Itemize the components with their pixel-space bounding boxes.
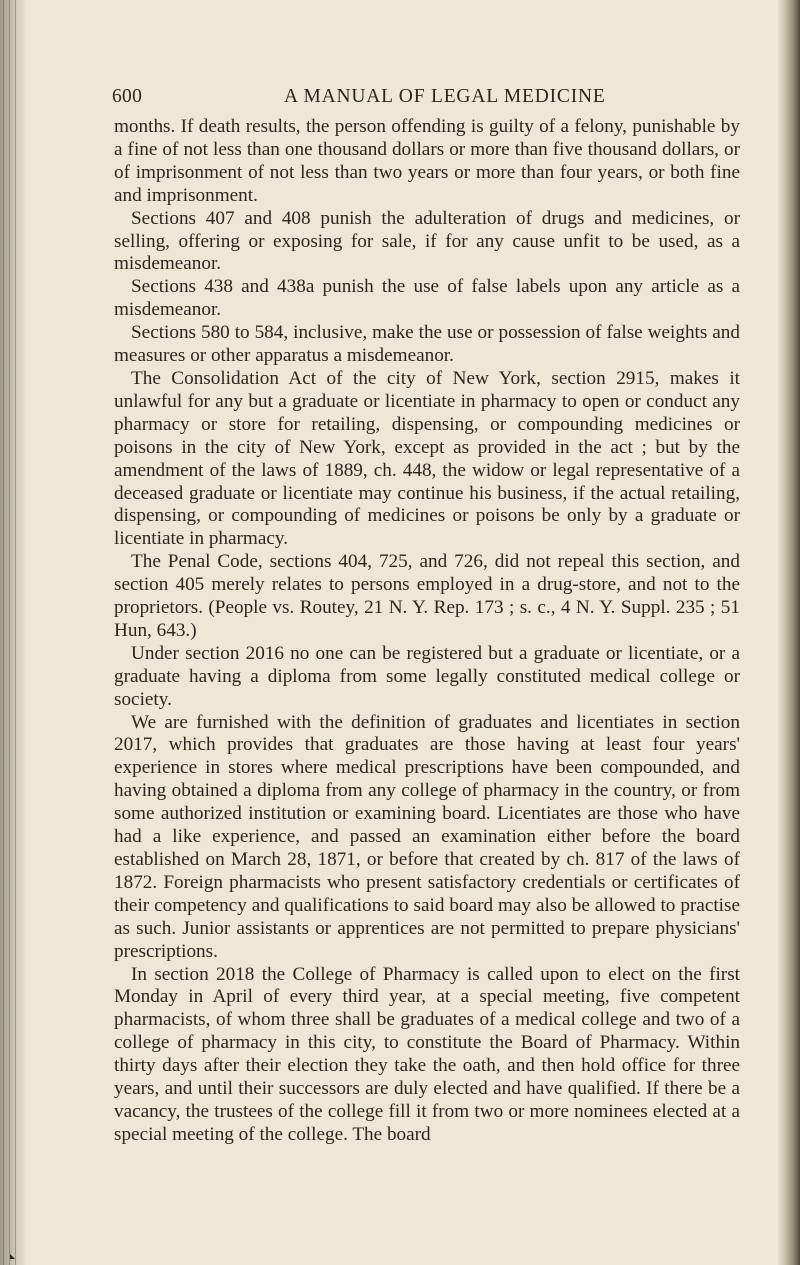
paragraph: Under section 2016 no one can be registered but a graduate or licentiate, or a graduate having a diploma from some legally constituted medical college or society. — [114, 642, 740, 710]
paragraph: In section 2018 the College of Pharmacy is called upon to elect on the first Monday in April of every third year, at a special meeting, five competent pharmacists, of whom three shall be graduates of a medical college and two of a college of pharmacy in this city, to constitute the Board of Pharmacy. Within thirty days after their election they take the oath, and then hold office for three years, and until their successors are duly elected and have qualified. If there be a vacancy, the trustees of the college fill it from two or more nominees elected at a special meeting of the college. The board — [114, 963, 740, 1145]
running-title: A MANUAL OF LEGAL MEDICINE — [284, 86, 606, 107]
paragraph: Sections 407 and 408 punish the adulteration of drugs and medicines, or selling, offering or exposing for sale, if for any cause unfit to be used, as a misdemeanor. — [114, 207, 740, 275]
binding-line — [3, 0, 4, 1265]
paragraph: The Penal Code, sections 404, 725, and 726, did not repeal this section, and section 405 merely relates to persons employed in a drug-store, and not to the proprietors. (People vs. Routey, 21 N. Y. Rep. 173 ; s. c., 4 N. Y. Suppl. 235 ; 51 Hun, 643.) — [114, 551, 740, 641]
paragraph: Sections 580 to 584, inclusive, make the use or possession of false weights and measures or other apparatus a misdemeanor. — [114, 322, 740, 367]
binding-line — [15, 0, 16, 1265]
page-left-edge-shadow — [0, 0, 26, 1265]
paragraph: months. If death results, the person offending is guilty of a felony, punishable by a fine of not less than one thousand dollars or more than five thousand dollars, or of imprisonment of not less than two years or more than four years, or both fine and imprisonment. — [114, 116, 740, 206]
paragraph: The Consolidation Act of the city of New York, section 2915, makes it unlawful for any but a graduate or licentiate in pharmacy to open or conduct any pharmacy or store for retailing, dispensing, or compounding medicines or poisons in the city of New York, except as provided in the act ; but by the amendment of the laws of 1889, ch. 448, the widow or legal representative of a deceased graduate or licentiate may continue his business, if the actual retailing, dispensing, or compounding of medicines or poisons be only by a graduate or licentiate in pharmacy. — [114, 367, 740, 550]
page-right-edge-shadow — [778, 0, 800, 1265]
paragraph: We are furnished with the definition of graduates and licentiates in section 2017, which provides that graduates are those having at least four years' experience in stores where medical prescriptions have been compounded, and having obtained a diploma from any college of pharmacy in the country, or from some authorized institution or examining board. Licentiates are those who have had a like experience, and passed an examination either before the board established on March 28, 1871, or before that created by ch. 817 of the laws of 1872. Foreign pharmacists who present satisfactory credentials or certificates of their competency and qualifications to said board may also be allowed to practise as such. Junior assistants or apprentices are not permitted to prepare physicians' prescriptions. — [114, 711, 740, 962]
running-head — [112, 86, 752, 110]
paragraph: Sections 438 and 438a punish the use of false labels upon any article as a misdemeanor. — [114, 276, 740, 321]
page-number: 600 — [112, 86, 143, 107]
body-text — [114, 116, 740, 1147]
binding-line — [9, 0, 10, 1265]
corner-mark-icon — [10, 1254, 15, 1259]
